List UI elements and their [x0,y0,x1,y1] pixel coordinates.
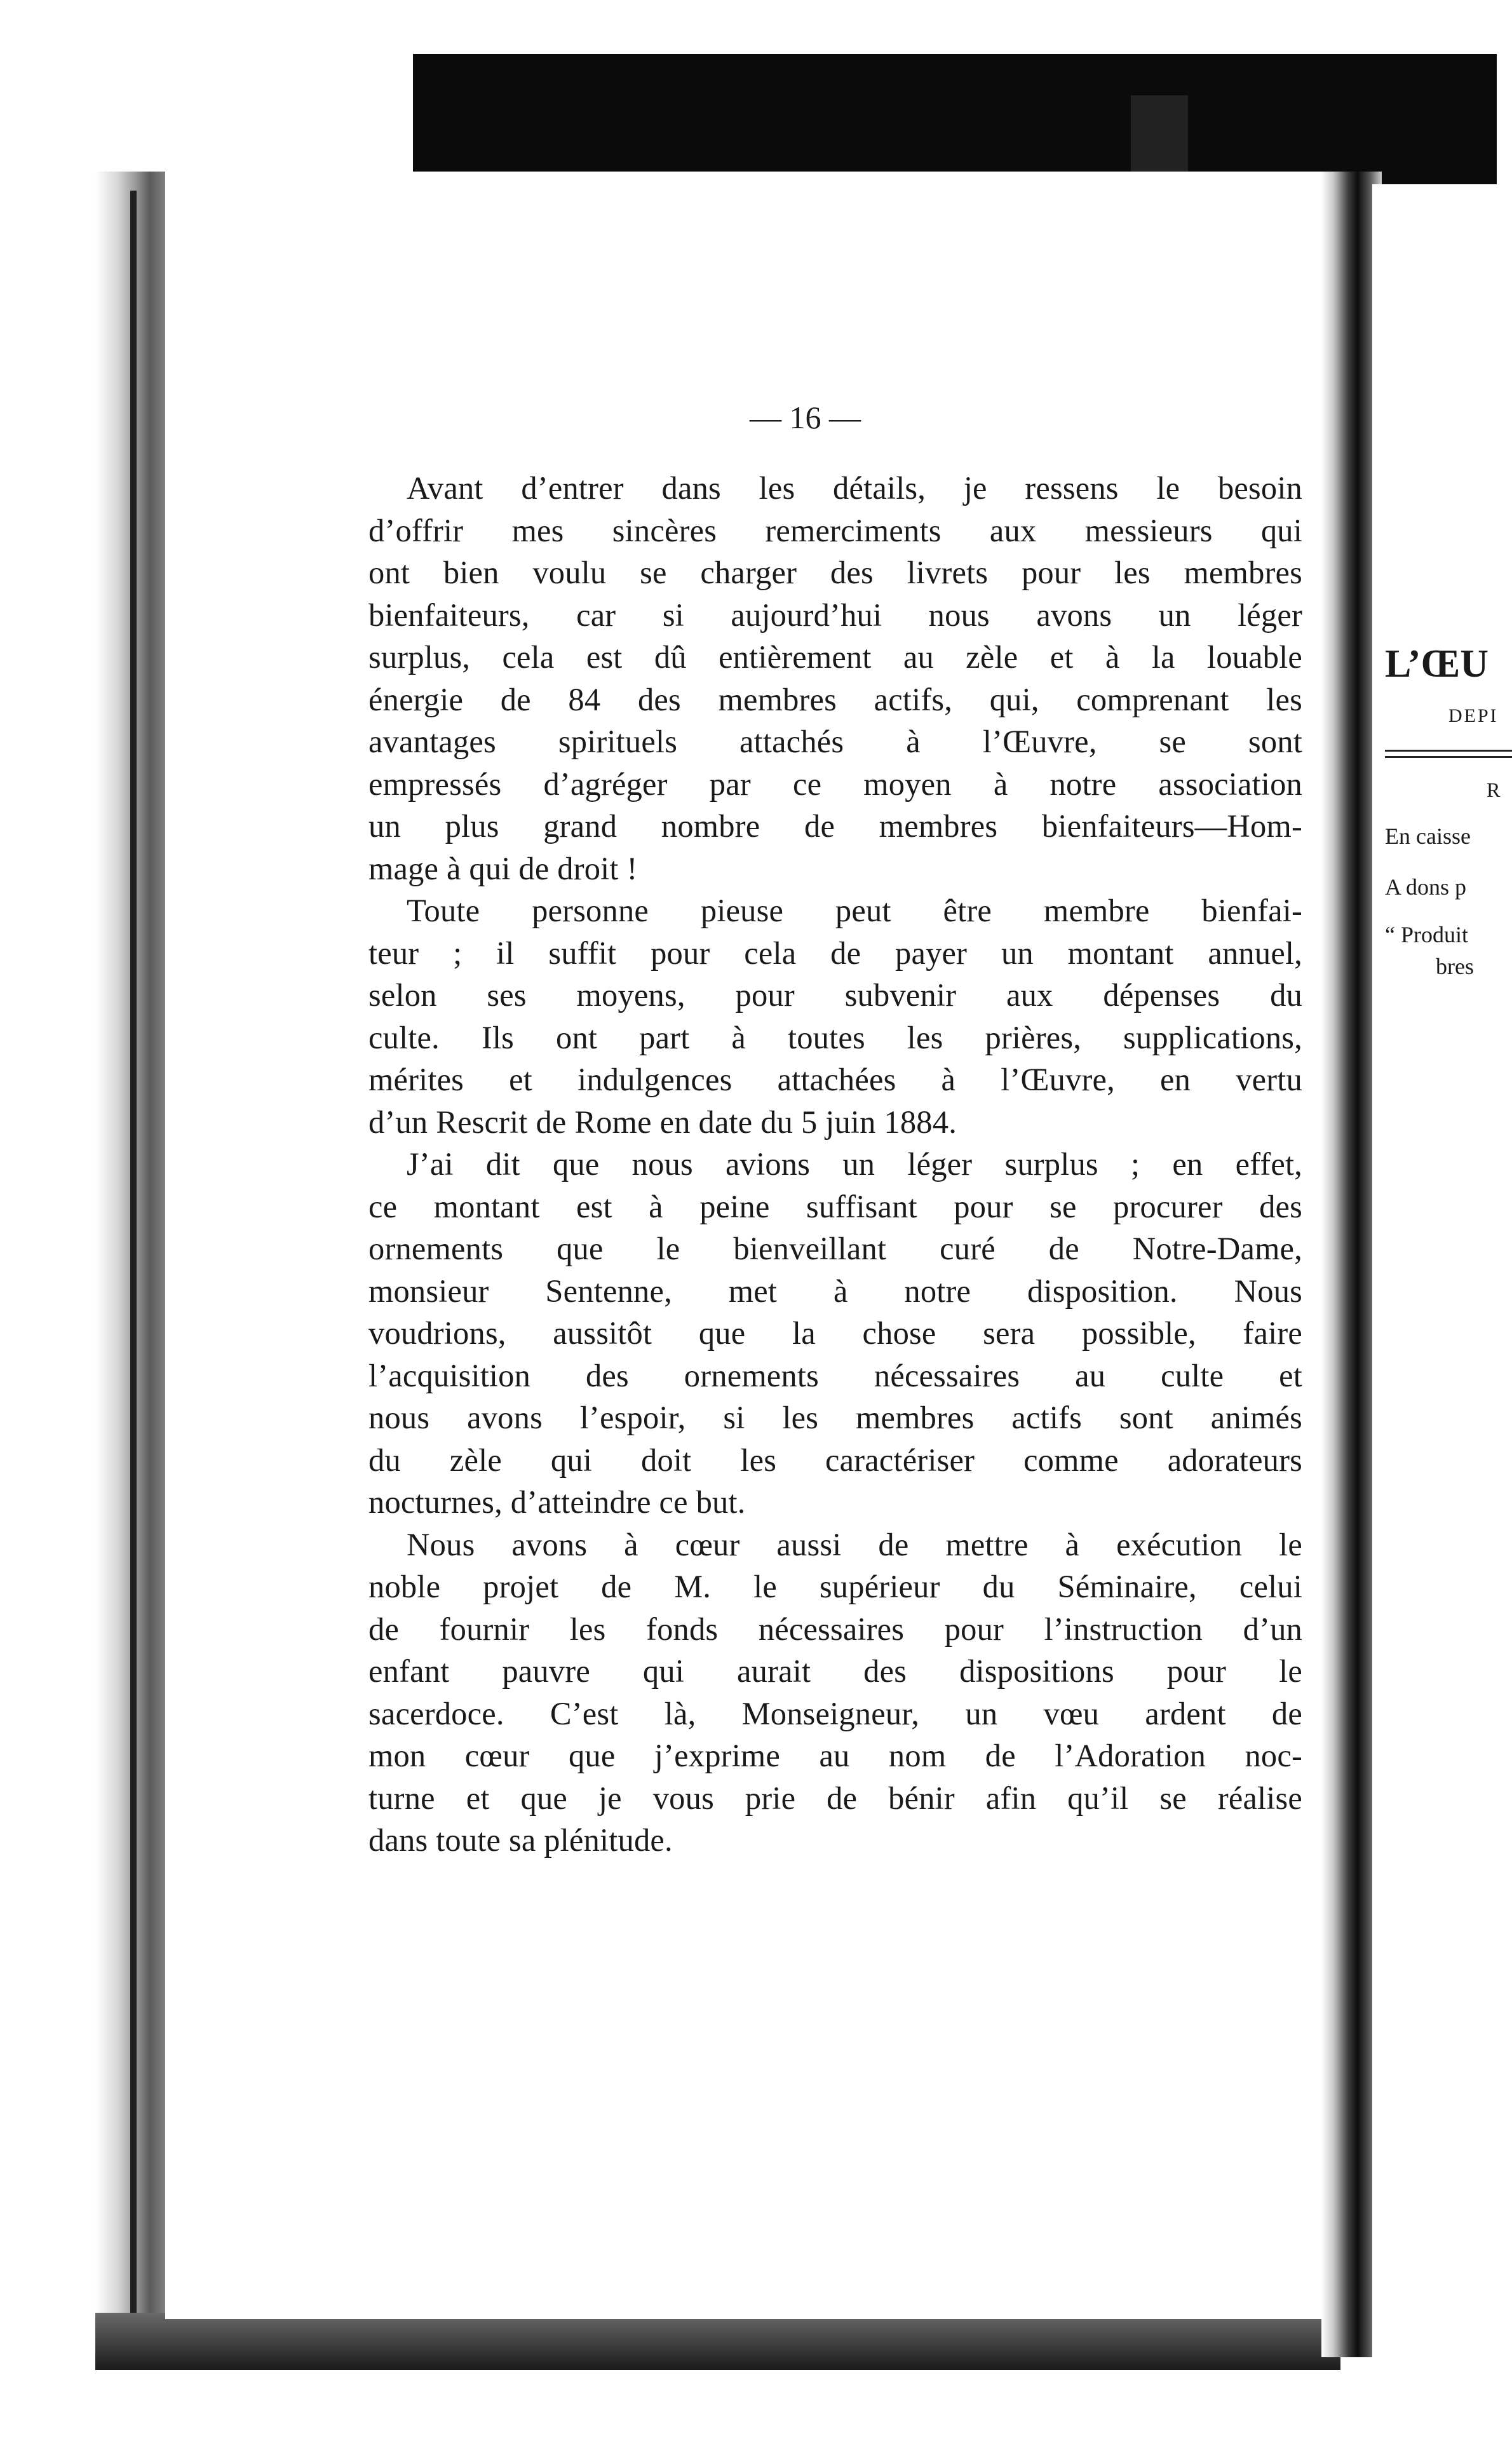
text-line: énergie de 84 des membres actifs, qui, comprenant les [368,681,1302,717]
text-line: Nous avons à cœur aussi de mettre à exécution le [407,1526,1302,1562]
text-line: bienfaiteurs, car si aujourd’hui nous avons un léger [368,597,1302,633]
bottom-page-edge-shadow [95,2313,1340,2370]
adjacent-page-line: bres [1436,954,1474,979]
text-line: teur ; il suffit pour cela de payer un montant annuel, [368,935,1302,971]
text-line: sacerdoce. C’est là, Monseigneur, un vœu ardent de [368,1695,1302,1731]
text-line: de fournir les fonds nécessaires pour l’instruction d’un [368,1611,1302,1647]
text-line: ce montant est à peine suffisant pour se procurer des [368,1188,1302,1224]
text-line: mon cœur que j’exprime au nom de l’Adoration noc- [368,1738,1302,1773]
text-line: nous avons l’espoir, si les membres actifs sont animés [368,1400,1302,1435]
body-text [368,467,1302,1862]
text-line: l’acquisition des ornements nécessaires au culte et [368,1357,1302,1393]
text-line: nocturnes, d’atteindre ce but. [368,1484,746,1520]
text-line: Avant d’entrer dans les détails, je ressens le besoin [407,470,1302,506]
page-number: — 16 — [750,400,861,435]
adjacent-page-subtitle: DEPI [1448,705,1499,726]
adjacent-page-fragment [1372,184,1501,2357]
text-line: empressés d’agréger par ce moyen à notre association [368,766,1302,802]
text-line: ont bien voulu se charger des livrets pour les membres [368,555,1302,590]
text-line: du zèle qui doit les caractériser comme adorateurs [368,1442,1302,1478]
binding-notch [1131,95,1188,184]
adjacent-page-rule [1385,750,1512,752]
text-line: J’ai dit que nous avions un léger surplus ; en effet, [407,1146,1302,1182]
adjacent-page-line: A dons p [1385,874,1467,900]
adjacent-page-title: L’ŒU [1385,642,1489,686]
text-line: selon ses moyens, pour subvenir aux dépenses du [368,977,1302,1013]
left-page-edge-line [130,191,137,2325]
text-line: d’un Rescrit de Rome en date du 5 juin 1884. [368,1104,957,1140]
text-line: surplus, cela est dû entièrement au zèle et à la louable [368,639,1302,675]
text-line: ornements que le bienveillant curé de Notre-Dame, [368,1231,1302,1266]
adjacent-page-line: En caisse [1385,823,1471,849]
text-line: mérites et indulgences attachées à l’Œuvre, en vertu [368,1062,1302,1097]
text-line: culte. Ils ont part à toutes les prières, supplications, [368,1019,1302,1055]
text-line: monsieur Sentenne, met à notre disposition. Nous [368,1273,1302,1309]
text-line: un plus grand nombre de membres bienfaiteurs—Hom- [368,808,1302,844]
text-line: noble projet de M. le supérieur du Séminaire, celui [368,1569,1302,1604]
adjacent-page-fragment-letter: R [1487,778,1501,801]
text-line: dans toute sa plénitude. [368,1822,673,1858]
text-line: enfant pauvre qui aurait des dispositions pour le [368,1653,1302,1689]
text-line: d’offrir mes sincères remerciments aux messieurs qui [368,512,1302,548]
binding-shadow-top [413,54,1497,187]
text-line: turne et que je vous prie de bénir afin qu’il se réalise [368,1780,1302,1816]
text-line: voudrions, aussitôt que la chose sera possible, faire [368,1315,1302,1351]
text-line: avantages spirituels attachés à l’Œuvre, se sont [368,724,1302,759]
adjacent-page-rule [1385,756,1512,758]
text-line: mage à qui de droit ! [368,850,638,886]
text-line: Toute personne pieuse peut être membre bienfai- [407,893,1302,928]
adjacent-page-line: “ Produit [1385,922,1468,947]
